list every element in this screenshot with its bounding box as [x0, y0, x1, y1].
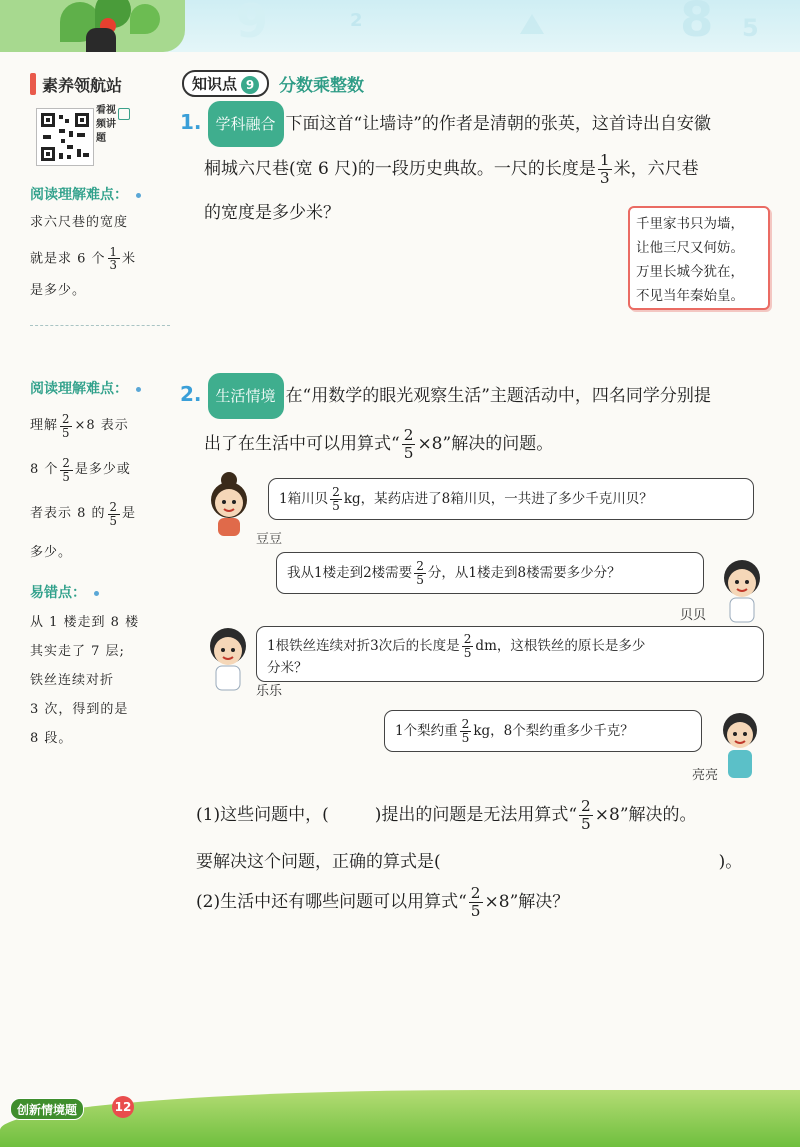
triangle-icon	[520, 14, 544, 34]
lighthouse-icon	[30, 73, 36, 95]
sub-question-2: (2)生活中还有哪些问题可以用算式“ $\frac{2}{5}$ ×8”解决？	[196, 884, 570, 920]
speech-bubble-beibei: 我从1楼走到2楼需要 2 5 分，从1楼走到8楼需要多少分？	[276, 552, 704, 594]
sidebar-note-heading: 阅读理解难点：	[30, 378, 141, 398]
sidebar-title: 素养领航站	[30, 70, 172, 98]
kid-doudou-avatar	[200, 470, 258, 540]
decor-digit: 5	[742, 14, 759, 42]
knowledge-topic: 分数乘整数	[279, 75, 365, 96]
speech-bubble-liangliang: 1个梨约重 2 5 kg，8个梨约重多少千克？	[384, 710, 702, 752]
divider	[30, 325, 170, 326]
video-play-icon[interactable]	[118, 108, 130, 120]
kid-lele-avatar	[200, 622, 256, 696]
kid-beibei-name: 贝贝	[680, 608, 707, 623]
knowledge-badge: 知识点 9	[182, 70, 269, 97]
sub-question-1: (1)这些问题中，( )提出的问题是无法用算式“ $\frac{2}{5}$ ×8”解决的。 要解决这个问题，正确的算式是( )。	[196, 797, 743, 872]
kid-beibei-avatar	[714, 554, 770, 628]
kid-lele-name: 乐乐	[256, 684, 283, 699]
footer-section-label: 创新情境题	[10, 1098, 84, 1120]
knowledge-point-heading	[182, 70, 364, 96]
question-2: 2. 生活情境 在“用数学的眼光观察生活”主题活动中，四名同学分别提 出了在生活中可以用算式“ $\frac{2}{5}$ ×8”解决的问题。	[180, 372, 780, 469]
sidebar-note-heading: 易错点：	[30, 582, 99, 602]
question-1: 1. 学科融合 下面这首“让墙诗”的作者是清朝的张英，这首诗出自安徽 桐城六尺巷(宽 6 尺)的一段历史典故。一尺的长度是 1 3 米，六尺巷 的宽度是多少米？	[180, 100, 780, 235]
poem-box: 千里家书只为墙， 让他三尺又何妨。 万里长城今犹在， 不见当年秦始皇。	[628, 206, 770, 310]
speech-bubble-lele: 1根铁丝连续对折3次后的长度是 2 5 dm，这根铁丝的原长是多少 分米？	[256, 626, 764, 682]
sidebar-note-body: 理解 $\frac{2}{5}$ ×8 表示 8 个 2 5 是多少或 者表示 8 的 2 5 是 多少。	[30, 412, 136, 560]
sidebar-note-body: 求六尺巷的宽度 就是求 6 个 $\frac{1}{3}$ 米 是多少。	[30, 215, 136, 299]
subject-tag: 学科融合	[208, 101, 284, 147]
decor-digit: 8	[680, 0, 714, 48]
kid-liangliang-avatar	[712, 708, 768, 784]
sidebar-note-heading: 阅读理解难点：	[30, 184, 141, 204]
sidebar-note-body: 从 1 楼走到 8 楼 其实走了 7 层; 铁丝连续对折 3 次，得到的是 8 段。	[30, 615, 140, 746]
subject-tag: 生活情境	[208, 373, 284, 419]
kid-doudou-name: 豆豆	[256, 532, 283, 547]
kid-liangliang-name: 亮亮	[692, 768, 719, 783]
decor-digit: 9	[236, 0, 269, 48]
decor-digit: 2	[350, 10, 363, 31]
page-number: 12	[112, 1096, 134, 1118]
qr-caption: 看视频讲题	[96, 105, 116, 144]
header-plant-decoration	[0, 0, 185, 52]
speech-bubble-doudou: 1箱川贝 2 5 kg，某药店进了8箱川贝，一共进了多少千克川贝？	[268, 478, 754, 520]
qr-code-icon[interactable]	[36, 108, 94, 166]
